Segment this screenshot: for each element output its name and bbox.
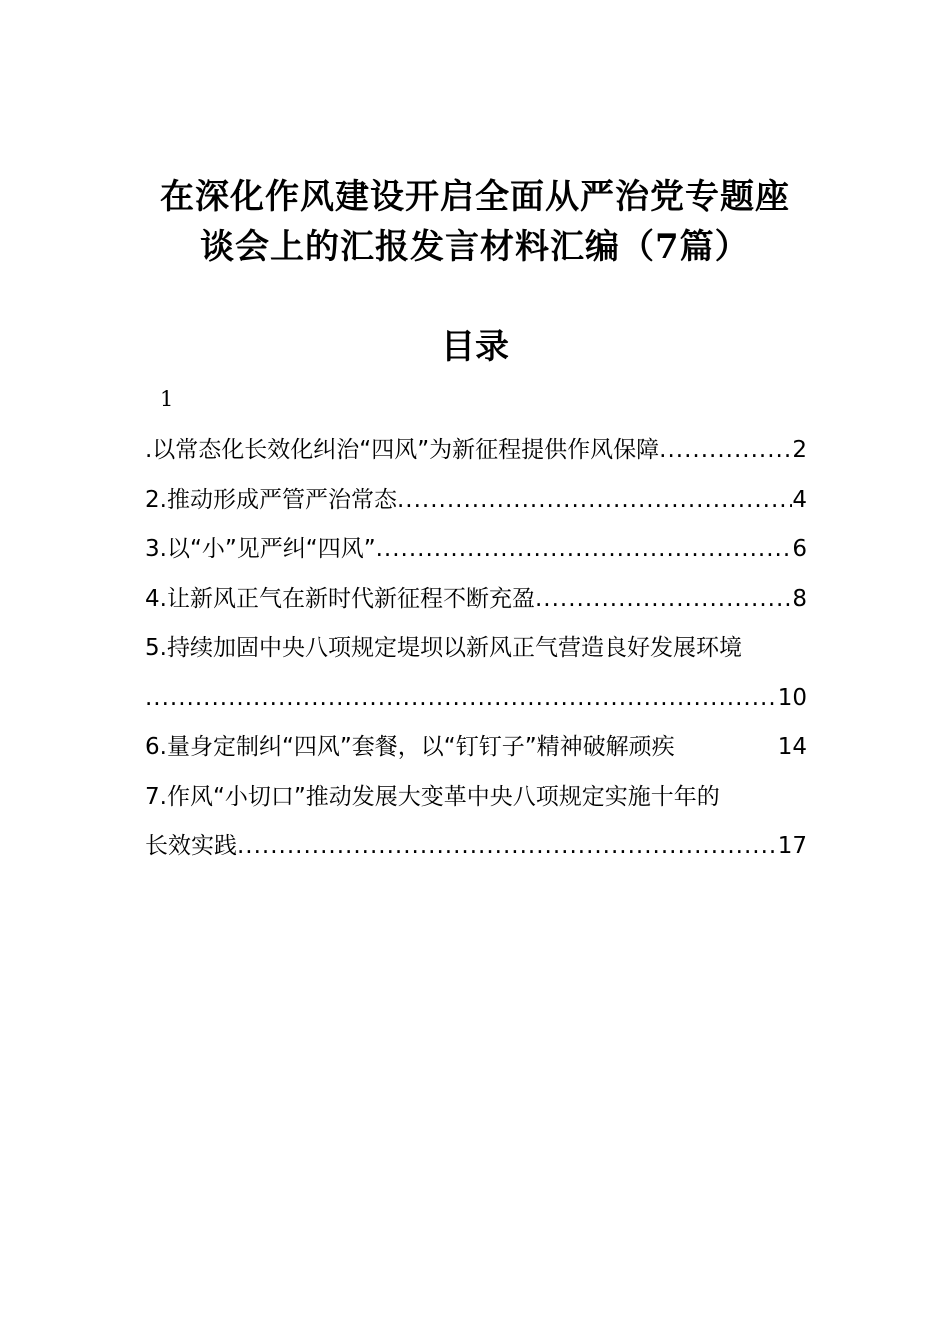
toc-entry-7-continuation[interactable]: [145, 822, 807, 872]
table-of-contents: [145, 426, 807, 872]
toc-entry-title: 3.以“小”见严纠“四风”: [145, 536, 376, 562]
toc-dot-leader: [237, 822, 778, 872]
toc-entry-title: 6.量身定制纠“四风”套餐，以“钉钉子”精神破解顽疾: [145, 734, 675, 760]
toc-entry-1[interactable]: [145, 426, 807, 476]
toc-entry-page-number: 2: [792, 437, 807, 463]
toc-entry-title: 7.作风“小切口”推动发展大变革中央八项规定实施十年的: [145, 783, 720, 810]
toc-heading: 目录: [441, 327, 509, 367]
toc-entry-title: .以常态化长效化纠治“四风”为新征程提供作风保障: [145, 437, 660, 463]
toc-list-marker: 1: [160, 387, 174, 411]
toc-entry-2[interactable]: [145, 476, 807, 526]
toc-entry-7[interactable]: [145, 773, 807, 823]
toc-entry-page-number: 14: [777, 734, 807, 760]
document-title-line-2: 谈会上的汇报发言材料汇编（7篇）: [200, 227, 750, 267]
document-title-line-1: 在深化作风建设开启全面从严治党专题座: [160, 177, 790, 217]
toc-dot-leader: [659, 426, 792, 476]
toc-dot-leader: [397, 476, 792, 526]
toc-dot-leader: [535, 575, 792, 625]
toc-entry-page-number: 6: [792, 536, 807, 562]
toc-dot-leader: [376, 525, 793, 575]
toc-entry-title: 长效实践: [145, 833, 237, 859]
toc-entry-title: 4.让新风正气在新时代新征程不断充盈: [145, 585, 535, 612]
toc-entry-page-number: 17: [777, 833, 807, 859]
toc-entry-3[interactable]: [145, 525, 807, 575]
toc-entry-5[interactable]: [145, 624, 807, 674]
toc-entry-page-number: 10: [777, 684, 807, 711]
toc-entry-page-number: 4: [792, 486, 807, 513]
toc-entry-title: 5.持续加固中央八项规定堤坝以新风正气营造良好发展环境: [145, 635, 742, 661]
document-title: [140, 172, 810, 272]
toc-entry-5-continuation[interactable]: [145, 674, 807, 724]
toc-entry-page-number: 8: [792, 585, 807, 612]
toc-entry-title: 2.推动形成严管严治常态: [145, 486, 397, 513]
toc-entry-6[interactable]: [145, 723, 807, 773]
toc-dot-leader: [145, 674, 778, 724]
toc-entry-4[interactable]: [145, 575, 807, 625]
